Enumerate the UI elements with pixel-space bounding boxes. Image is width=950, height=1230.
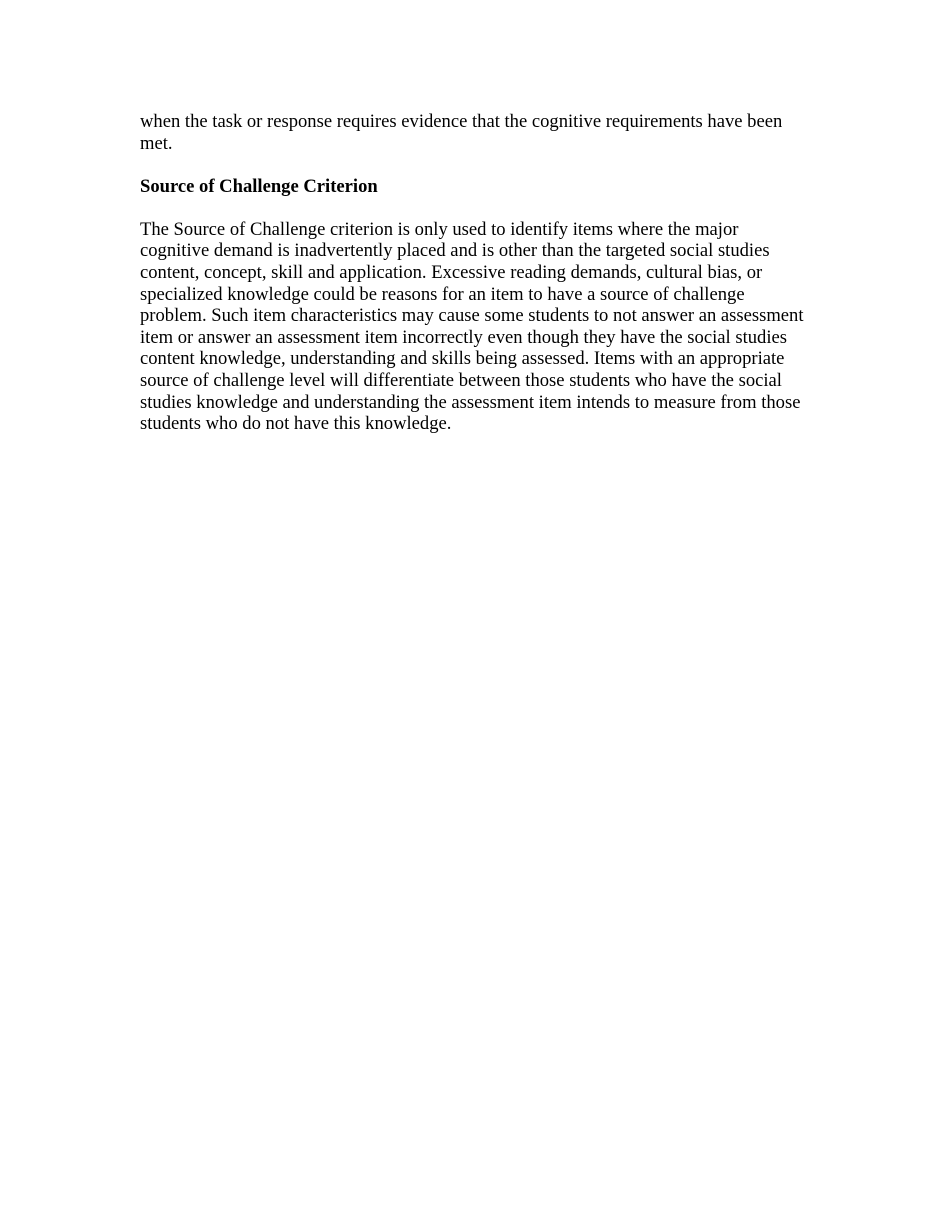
section-heading: Source of Challenge Criterion <box>140 176 378 198</box>
page-content <box>140 111 812 435</box>
body-paragraph: The Source of Challenge criterion is only used to identify items where the major cognitive demand is inadvertently placed and is other than the targeted social studies content, concept, skill and application. Excessive reading demands, cultural bias, or specialized knowledge could be reasons for an item to have a source of challenge problem. Such item characteristics may cause some students to not answer an assessment item or answer an assessment item incorrectly even though they have the social studies content knowledge, understanding and skills being assessed. Items with an appropriate source of challenge level will differentiate between those students who have the social studies knowledge and understanding the assessment item intends to measure from those students who do not have this knowledge. <box>140 218 804 435</box>
continued-paragraph: when the task or response requires evidence that the cognitive requirements have been met. <box>140 111 783 154</box>
